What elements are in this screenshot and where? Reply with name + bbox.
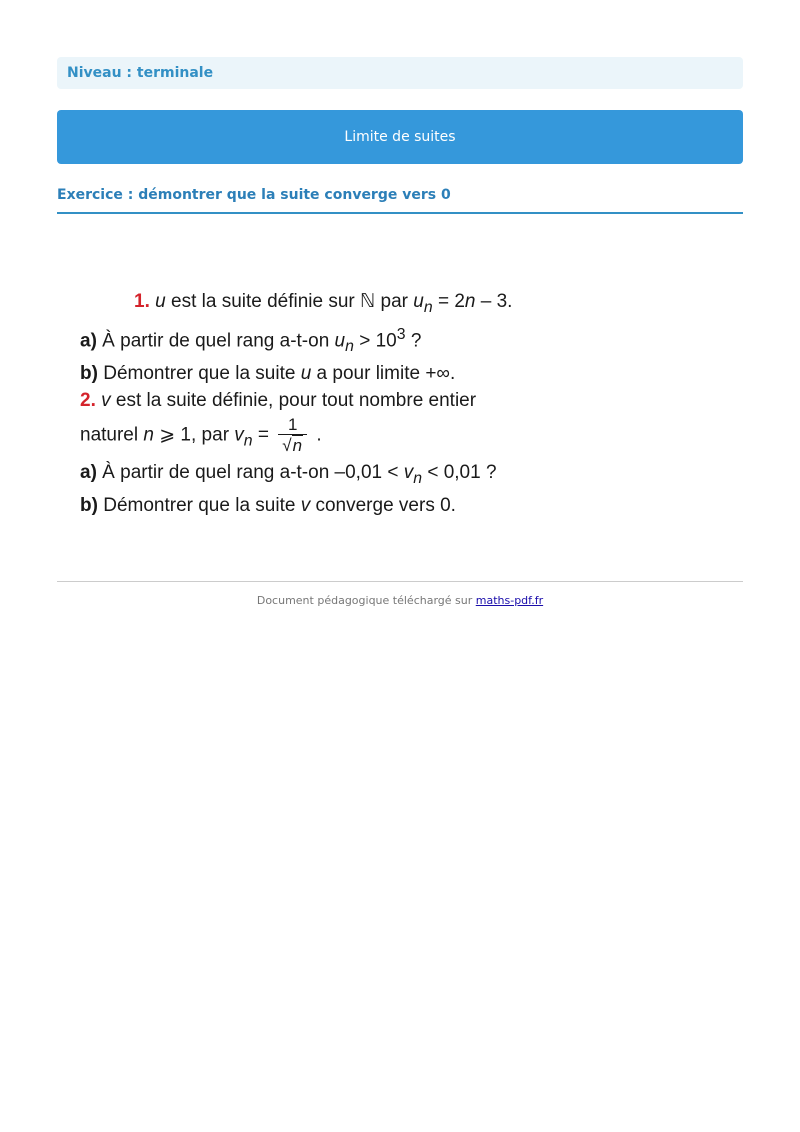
- math-var: u: [300, 362, 312, 384]
- question-text: .: [311, 424, 322, 446]
- document-title-bar: [57, 110, 743, 164]
- math-var: n: [464, 291, 476, 312]
- math-var: v: [95, 389, 111, 411]
- question-1b: [80, 360, 550, 387]
- footer-link[interactable]: maths-pdf.fr: [475, 594, 544, 607]
- question-1: [80, 288, 550, 321]
- math-var: u: [334, 330, 346, 352]
- math-subscript: n: [413, 469, 423, 487]
- subquestion-label: b): [80, 362, 98, 384]
- question-text: = 2: [432, 291, 465, 312]
- question-text: est la suite définie sur ℕ par: [165, 291, 414, 312]
- fraction-numerator: 1: [278, 416, 307, 435]
- exercise-statement: [80, 288, 550, 519]
- exercise-heading-text: Exercice : démontrer que la suite converge vers 0: [57, 187, 451, 203]
- subquestion-label: a): [80, 461, 97, 483]
- question-text: – 3.: [475, 291, 513, 312]
- exercise-heading: [57, 184, 743, 214]
- footer-divider: [57, 581, 743, 582]
- math-var: v: [234, 424, 244, 446]
- math-var: n: [143, 424, 154, 446]
- math-var: v: [300, 494, 311, 516]
- math-subscript: n: [423, 298, 433, 316]
- question-text: Démontrer que la suite: [97, 494, 301, 516]
- sqrt-sign: √: [282, 435, 292, 455]
- question-text: Démontrer que la suite: [97, 362, 301, 384]
- math-subscript: n: [345, 337, 354, 355]
- question-1a: [80, 321, 550, 360]
- question-text: ⩾ 1, par: [153, 424, 235, 446]
- level-badge: [57, 57, 743, 89]
- question-text: converge vers 0.: [310, 494, 456, 516]
- question-2: [80, 387, 550, 414]
- document-title: Limite de suites: [344, 129, 456, 145]
- math-var: u: [155, 291, 166, 312]
- question-text: a pour limite +∞.: [311, 362, 456, 384]
- fraction: [278, 416, 307, 455]
- fraction-denominator: [278, 435, 307, 455]
- question-2-continued: [80, 416, 550, 455]
- level-text: Niveau : terminale: [67, 65, 214, 81]
- question-text: =: [252, 424, 275, 446]
- question-text: > 10: [353, 330, 397, 352]
- question-text: < 0,01 ?: [422, 461, 497, 483]
- question-2a: [80, 459, 550, 492]
- subquestion-label: b): [80, 494, 98, 516]
- footer: [57, 594, 743, 607]
- question-number: 2.: [80, 389, 96, 411]
- sqrt-radicand: n: [292, 435, 303, 455]
- question-2b: [80, 492, 550, 519]
- question-text: ?: [405, 330, 422, 352]
- question-number: 1.: [134, 291, 150, 312]
- question-text: À partir de quel rang a-t-on –0,01 <: [96, 461, 404, 483]
- question-text: est la suite définie, pour tout nombre entier: [110, 389, 477, 411]
- math-var: u: [413, 291, 424, 312]
- math-superscript: 3: [396, 325, 406, 343]
- question-text: naturel: [80, 424, 144, 446]
- math-subscript: n: [243, 432, 253, 450]
- math-var: v: [403, 461, 414, 483]
- footer-text: Document pédagogique téléchargé sur: [256, 594, 476, 607]
- subquestion-label: a): [80, 330, 97, 352]
- question-text: À partir de quel rang a-t-on: [96, 330, 335, 352]
